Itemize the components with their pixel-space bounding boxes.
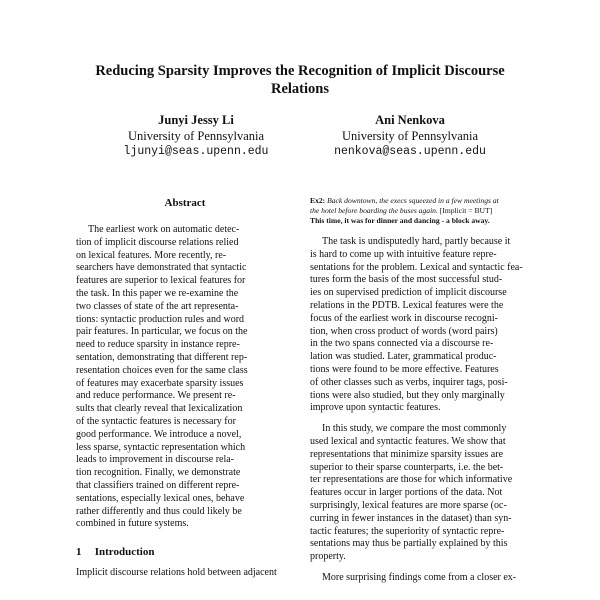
section-title: Introduction	[94, 546, 155, 559]
abstract-line: of the syntactic features is necessary for	[76, 415, 236, 427]
abstract-line: resentation choices even for the same class	[76, 364, 248, 376]
body-line: lation was studied. Later, grammatical produc-	[310, 351, 497, 363]
example-text-2: the hotel before boarding the buses again.	[310, 206, 438, 215]
right-column	[310, 196, 531, 585]
body-line: tion, when cross product of words (word pairs)	[310, 325, 498, 337]
body-line: ter representations are those for which informative	[310, 474, 513, 486]
abstract-line: need to reduce sparsity in instance repre-	[76, 339, 240, 351]
paragraph	[310, 236, 531, 415]
abstract-line: tion of implicit discourse relations relied	[76, 236, 239, 248]
body-line: ies on supervised prediction of implicit discourse	[310, 287, 507, 299]
abstract-line: of features may exacerbate sparsity issues	[76, 377, 244, 389]
body-line: sentations for the problem. Lexical and syntactic fea-	[310, 261, 523, 273]
body-line: in the two spans connected via a discourse re-	[310, 338, 494, 350]
body-line: superior to their sparse counterparts, i.e. the bet-	[310, 461, 504, 473]
abstract-body	[76, 224, 294, 531]
author-email: nenkova@seas.upenn.edu	[334, 145, 486, 158]
abstract-line: rather differently and thus could likely be	[76, 505, 242, 517]
body-line: In this study, we compare the most commonly	[322, 423, 507, 435]
abstract-line: leads to improvement in discourse rela-	[76, 454, 235, 466]
body-line: is hard to come up with intuitive feature repre-	[310, 248, 497, 260]
paragraph	[310, 423, 531, 564]
example-line-1	[310, 196, 531, 206]
abstract-line: less sparse, syntactic representation which	[76, 441, 246, 453]
author-affiliation: University of Pennsylvania	[127, 129, 265, 143]
abstract-line: good performance. We introduce a novel,	[76, 428, 242, 440]
body-line: of other classes such as verbs, inquirer tags, posi-	[310, 376, 508, 388]
abstract-line: tions: syntactic production rules and word	[76, 313, 245, 325]
author-block-2	[290, 112, 530, 160]
abstract-line: that classifiers trained on different repre-	[76, 479, 240, 491]
abstract-line: and reduce performance. We present re-	[76, 390, 236, 402]
title-line-2: Relations	[271, 81, 329, 97]
example-tag: [Implicit = BUT]	[439, 206, 493, 215]
abstract-line: combined in future systems.	[76, 518, 189, 530]
example-line-3: This time, it was for dinner and dancing - a block away.	[310, 216, 490, 225]
body-line: representations that minimize sparsity issues are	[310, 448, 504, 460]
abstract-line: sults that clearly reveal that lexicalization	[76, 403, 243, 415]
right-body	[310, 236, 531, 585]
abstract-heading: Abstract	[164, 197, 206, 209]
intro-first-line: Implicit discourse relations hold between adjacent	[76, 567, 277, 579]
body-line: tions were also studied, but they only marginally	[310, 389, 505, 401]
body-line: used lexical and syntactic features. We show that	[310, 435, 506, 447]
body-line: features occur in larger portions of the data. Not	[310, 487, 503, 499]
abstract-line: on lexical features. More recently, re-	[76, 249, 227, 261]
body-line: focus of the earliest work in discourse recogni-	[310, 312, 498, 324]
section-number: 1	[76, 546, 82, 559]
example-text-1: Back downtown, the execs squeezed in a few meetings at	[327, 196, 499, 205]
author-name: Ani Nenkova	[375, 113, 445, 127]
body-line: The task is undisputedly hard, partly because it	[322, 236, 511, 247]
paragraph-gap	[310, 415, 531, 423]
left-column	[76, 196, 294, 580]
author-block-1	[76, 112, 316, 160]
body-line: tions were found to be more effective. Features	[310, 363, 499, 375]
example-label: Ex2:	[310, 196, 326, 205]
body-line: improve upon syntactic features.	[310, 402, 441, 414]
body-line: sentations may thus be partially explained by this	[310, 538, 508, 550]
body-line: tures form the basis of the most successful stud-	[310, 274, 503, 286]
abstract-line: sentation, demonstrating that different rep-	[76, 351, 248, 363]
abstract-line: features are superior to lexical features for	[76, 275, 246, 287]
paper-title	[40, 62, 560, 98]
paragraph-gap	[310, 564, 531, 572]
author-name: Junyi Jessy Li	[158, 113, 234, 127]
body-line: curring in fewer instances in the dataset) than syn-	[310, 512, 512, 524]
section-heading	[76, 545, 294, 559]
example-block	[310, 196, 531, 226]
author-email: ljunyi@seas.upenn.edu	[123, 145, 269, 158]
abstract-line: the task. In this paper we re-examine the	[76, 287, 239, 299]
abstract-line: The earliest work on automatic detec-	[88, 224, 240, 235]
author-affiliation: University of Pennsylvania	[341, 129, 479, 143]
paragraph	[310, 572, 531, 585]
example-line-2	[310, 206, 531, 216]
abstract-line: tion recognition. Finally, we demonstrate	[76, 467, 241, 479]
abstract-line: two classes of state of the art representa-	[76, 300, 239, 312]
body-line: property.	[310, 551, 346, 563]
abstract-line: searchers have demonstrated that syntactic	[76, 262, 247, 274]
abstract-line: sentations, especially lexical ones, behave	[76, 492, 245, 504]
body-line: More surprising findings come from a closer ex-	[322, 571, 517, 583]
abstract-line: pair features. In particular, we focus on the	[76, 326, 248, 338]
title-line-1: Reducing Sparsity Improves the Recognition of Implicit Discourse	[95, 63, 505, 79]
body-line: surprisingly, lexical features are more sparse (oc-	[310, 499, 507, 511]
body-line: relations in the PDTB. Lexical features were the	[310, 299, 504, 311]
body-line: tactic features; the superiority of syntactic repre-	[310, 525, 505, 537]
